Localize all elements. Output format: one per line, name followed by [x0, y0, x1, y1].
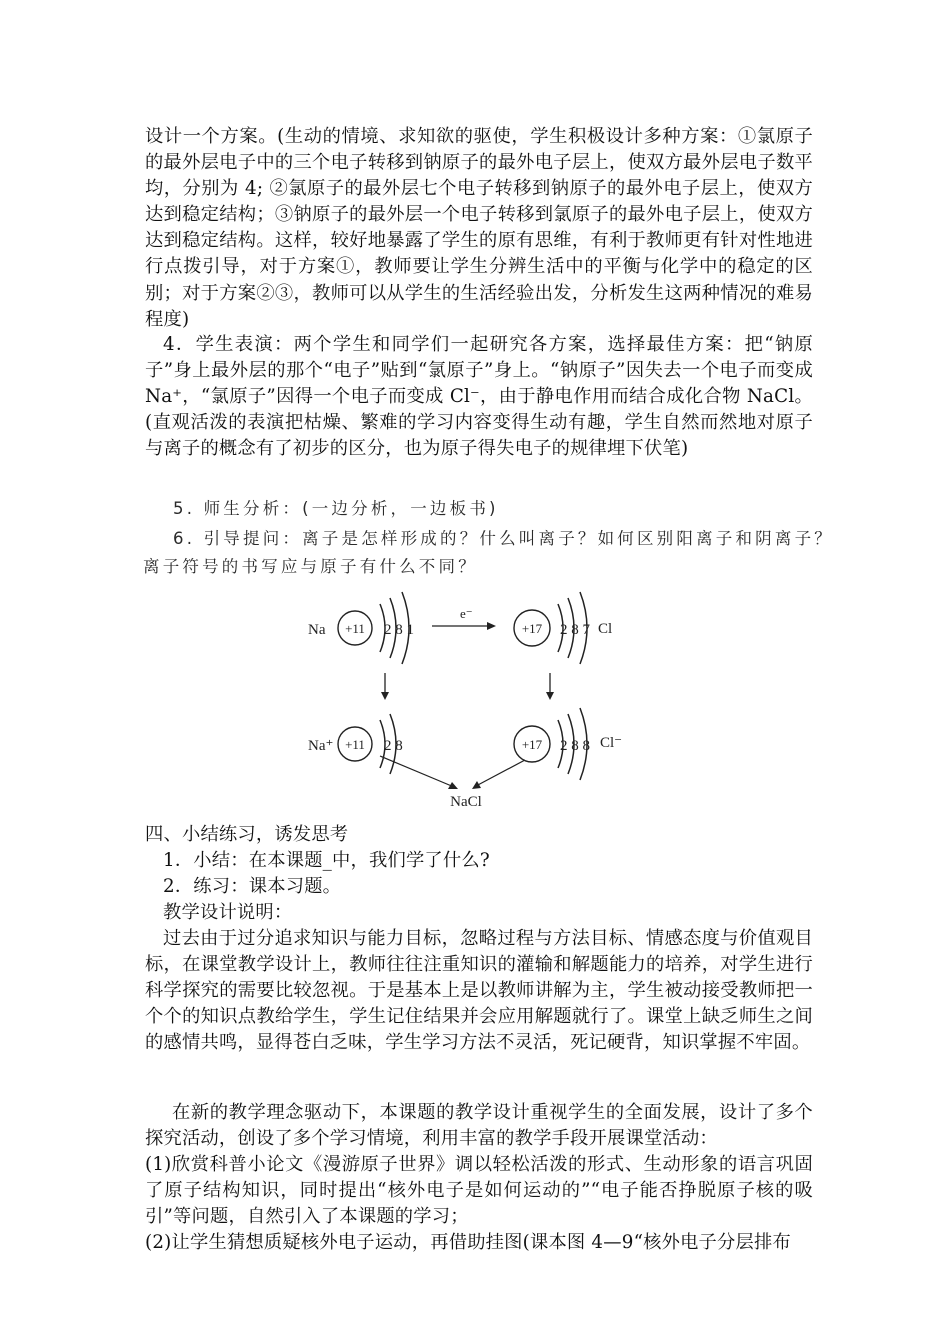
cl-ion-label: Cl⁻	[600, 735, 623, 751]
paragraph-activity-1: (1)欣赏科普小论文《漫游原子世界》调以轻松活泼的形式、生动形象的语言巩固了原子结构知识，同时提出“核外电子是如何运动的”“电子能否挣脱原子核的吸引”等问题，自然引入了本课题的学习；	[145, 1154, 813, 1228]
exercise-item: 2．练习：课本习题。	[163, 876, 342, 897]
scan-line-questions-cont: 离子符号的书写应与原子有什么不同？	[143, 557, 478, 576]
summary-item: 1．小结：在本课题_中，我们学了什么?	[163, 850, 490, 871]
cl-ion-nucleus-charge: +17	[521, 737, 543, 752]
na-nucleus-charge: +11	[345, 621, 365, 636]
cl-to-nacl-arrowhead	[472, 781, 481, 789]
na-ion-label: Na⁺	[308, 738, 334, 754]
electron-label: e⁻	[460, 606, 473, 621]
na-ion-electron-config: 2 8	[384, 738, 403, 754]
na-down-arrowhead	[381, 692, 389, 700]
scan-line-questions: 6. 引导提问：离子是怎样形成的？什么叫离子？如何区别阳离子和阴离子？	[173, 529, 834, 548]
paragraph-activity-2: (2)让学生猜想质疑核外电子运动，再借助挂图(课本图 4—9“核外电子分层排布	[145, 1232, 791, 1253]
scanned-textbook-excerpt	[140, 490, 834, 810]
ion-formation-diagram	[140, 490, 820, 810]
na-electron-config: 2 8 1	[384, 622, 414, 638]
design-notes-title: 教学设计说明：	[163, 902, 293, 923]
cl-ion-electron-config: 2 8 8	[560, 738, 590, 754]
transfer-arrowhead	[487, 622, 496, 630]
paragraph-student-designs: 设计一个方案。(生动的情境、求知欲的驱使，学生积极设计多种方案：①氯原子的最外层电子中的三个电子转移到钠原子的最外电子层上，使双方最外层电子数平均，分别为 4; ②氯原子的最外层七个电子转移到钠原子的最外电子层上，使双方达到稳定结构；③钠原子的最外层一个电子转移到氯原子的最外电子层上，使双方达到稳定结构。这样，较好地暴露了学生的原有思维，有利于教师更有针对性地进行点拨引导，对于方案①，教师要让学生分辨生活中的平衡与化学中的稳定的区别；对于方案②③，教师可以从学生的生活经验出发，分析发生这两种情况的难易程度)	[145, 126, 813, 330]
cl-electron-config: 2 8 7	[560, 622, 590, 638]
paragraph-past-teaching: 过去由于过分追求知识与能力目标，忽略过程与方法目标、情感态度与价值观目标，在课堂教学设计上，教师往往注重知识的灌输和解题能力的培养，对学生进行科学探究的需要比较忽视。于是基本上是以教师讲解为主，学生被动接受教师把一个个的知识点教给学生，学生记住结果并会应用解题就行了。课堂上缺乏师生之间的感情共鸣，显得苍白乏味，学生学习方法不灵活，死记硬背，知识掌握不牢固。	[145, 928, 813, 1054]
paragraph-student-performance: 4．学生表演：两个学生和同学们一起研究各方案，选择最佳方案：把“钠原子”身上最外层的那个“电子”贴到“氯原子”身上。“钠原子”因失去一个电子而变成 Na⁺，“氯原子”因得一个电子而变成 Cl⁻，由于静电作用而结合成化合物 NaCl。(直观活泼的表演把枯燥、繁难的学习内容变得生动有趣，学生自然而然地对原子与离子的概念有了初步的区分，也为原子得失电子的规律埋下伏笔)	[145, 334, 813, 460]
scan-line-analysis: 5. 师生分析：(一边分析，一边板书)	[173, 499, 499, 518]
na-label: Na	[308, 622, 326, 638]
section-4-title: 四、小结练习，诱发思考	[145, 824, 349, 845]
cl-label: Cl	[598, 621, 613, 637]
cl-down-arrowhead	[546, 692, 554, 700]
paragraph-new-concept: 在新的教学理念驱动下，本课题的教学设计重视学生的全面发展，设计了多个探究活动，创设了多个学习情境，利用丰富的教学手段开展课堂活动：	[145, 1102, 813, 1150]
nacl-product: NaCl	[450, 794, 482, 810]
na-ion-nucleus-charge: +11	[345, 737, 365, 752]
cl-to-nacl-arrow	[476, 760, 525, 786]
cl-nucleus-charge: +17	[521, 621, 543, 636]
